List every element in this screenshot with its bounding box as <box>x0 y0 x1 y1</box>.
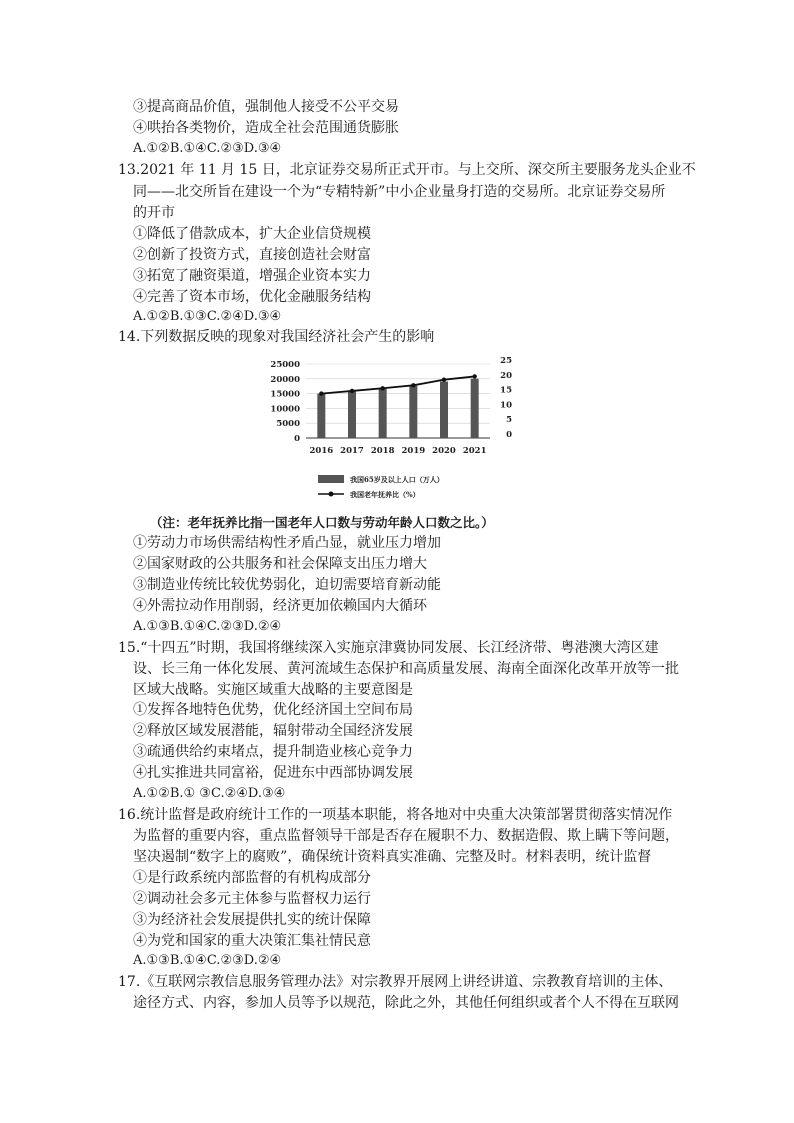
q12-answer-choices: A.①②B.①④C.②③D.③④ <box>133 141 282 156</box>
x-tick-label: 2018 <box>370 446 395 456</box>
q15-stem-line-2: 设、长三角一体化发展、黄河流域生态保护和高质量发展、海南全面深化改革开放等一批 <box>133 661 679 677</box>
q14-option-3: ③制造业传统比较优势弱化，迫切需要培育新动能 <box>133 577 441 593</box>
bar-2021 <box>471 379 479 438</box>
q12-option-3: ③提高商品价值，强制他人接受不公平交易 <box>133 99 399 115</box>
q15-answer-choices: A.①②B.① ③C.②④D.③④ <box>133 786 286 801</box>
bar-2020 <box>440 382 448 438</box>
right-tick-label: 25 <box>500 356 512 366</box>
q16-stem-line-2: 为监督的重要内容，重点监督领导干部是否存在履职不力、数据造假、欺上瞒下等问题， <box>133 828 679 844</box>
q13-answer-choices: A.①②B.①③C.②④D.③④ <box>133 309 282 324</box>
right-tick-label: 5 <box>506 415 512 426</box>
q16-option-2: ②调动社会多元主体参与监督权力运行 <box>133 891 371 907</box>
q15-option-3: ③疏通供给约束堵点，提升制造业核心竞争力 <box>133 744 413 760</box>
ratio-point-2016 <box>319 391 323 395</box>
q14-option-4: ④外需拉动作用削弱，经济更加依赖国内大循环 <box>133 598 427 614</box>
left-tick-label: 25000 <box>270 360 300 370</box>
q16-option-3: ③为经济社会发展提供扎实的统计保障 <box>133 912 371 928</box>
q14-stem-line-1: 14.下列数据反映的现象对我国经济社会产生的影响 <box>118 329 435 345</box>
bar-2016 <box>317 394 325 438</box>
q16-option-1: ①是行政系统内部监督的有机构成部分 <box>133 870 371 886</box>
right-tick-label: 0 <box>506 430 512 440</box>
left-axis-ticks <box>270 360 300 444</box>
q15-option-1: ①发挥各地特色优势，优化经济国土空间布局 <box>133 702 413 718</box>
q13-stem-line-1: 13.2021 年 11 月 15 日，北京证券交易所正式开市。与上交所、深交所主要服务龙头企业不 <box>118 162 696 178</box>
ratio-point-2020 <box>442 377 446 381</box>
q15-stem-line-3: 区域大战略。实施区域重大战略的主要意图是 <box>133 682 413 698</box>
bar-2019 <box>409 386 417 438</box>
q15-option-4: ④扎实推进共同富裕，促进东中西部协调发展 <box>133 765 413 781</box>
legend-line-label: 我国老年抚养比（%） <box>350 490 420 499</box>
q17-stem-line-1: 17.《互联网宗教信息服务管理办法》对宗教界开展网上讲经讲道、宗教教育培训的主体、 <box>118 974 673 990</box>
q13-stem-line-2: 同——北交所旨在建设一个为“专精特新”中小企业量身打造的交易所。北京证券交易所 <box>133 184 666 200</box>
q14-answer-choices: A.①③B.①④C.②③D.②④ <box>133 619 282 634</box>
left-tick-label: 10000 <box>270 404 300 415</box>
x-tick-label: 2016 <box>309 446 334 456</box>
ratio-point-2018 <box>380 386 384 390</box>
q13-option-4: ④完善了资本市场，优化金融服务结构 <box>133 289 371 305</box>
left-tick-label: 0 <box>294 434 300 444</box>
q16-answer-choices: A.①③B.①④C.②③D.②④ <box>133 953 282 968</box>
q14-option-2: ②国家财政的公共服务和社会保障支出压力增大 <box>133 556 427 572</box>
bar-2017 <box>348 391 356 438</box>
left-tick-label: 20000 <box>270 374 300 385</box>
right-axis-ticks <box>500 356 512 440</box>
q13-option-2: ②创新了投资方式，直接创造社会财富 <box>133 247 371 263</box>
q14-option-1: ①劳动力市场供需结构性矛盾凸显，就业压力增加 <box>133 535 441 551</box>
chart-gridlines <box>306 364 490 438</box>
q15-option-2: ②释放区域发展潜能，辐射带动全国经济发展 <box>133 723 413 739</box>
q16-option-4: ④为党和国家的重大决策汇集社情民意 <box>133 933 371 949</box>
x-axis-labels <box>309 446 486 456</box>
q16-stem-line-1: 16.统计监督是政府统计工作的一项基本职能，将各地对中央重大决策部署贯彻落实情况作 <box>118 807 673 823</box>
q14-chart-note: （注：老年抚养比指一国老年人口数与劳动年龄人口数之比。） <box>150 515 494 530</box>
q12-option-4: ④哄抬各类物价，造成全社会范围通货膨胀 <box>133 120 399 136</box>
right-tick-label: 10 <box>500 400 512 411</box>
right-tick-label: 15 <box>500 385 512 396</box>
q15-stem-line-1: 15.“十四五”时期，我国将继续深入实施京津冀协同发展、长江经济带、粤港澳大湾区建 <box>118 640 659 656</box>
q13-option-1: ①降低了借款成本，扩大企业信贷规模 <box>133 226 371 242</box>
left-tick-label: 5000 <box>276 419 300 430</box>
legend-bar-label: 我国65岁及以上人口（万人） <box>350 475 444 484</box>
x-tick-label: 2021 <box>462 446 487 456</box>
ratio-point-2017 <box>350 389 354 393</box>
legend-bar-swatch <box>318 475 344 483</box>
population-chart <box>258 352 530 512</box>
legend-line-marker <box>329 492 334 497</box>
x-tick-label: 2017 <box>340 446 364 456</box>
q17-stem-line-2: 途径方式、内容，参加人员等予以规范，除此之外，其他任何组织或者个人不得在互联网 <box>133 995 679 1011</box>
q13-option-3: ③拓宽了融资渠道，增强企业资本实力 <box>133 268 371 284</box>
x-tick-label: 2019 <box>401 446 426 456</box>
x-tick-label: 2020 <box>432 446 456 456</box>
q16-stem-line-3: 坚决遏制“数字上的腐败”，确保统计资料真实准确、完整及时。材料表明，统计监督 <box>133 849 652 865</box>
left-tick-label: 15000 <box>270 389 300 400</box>
chart-legend <box>318 475 444 499</box>
bar-2018 <box>379 389 387 438</box>
ratio-point-2021 <box>472 374 476 378</box>
right-tick-label: 20 <box>500 370 512 381</box>
ratio-point-2019 <box>411 383 415 387</box>
q13-stem-line-3: 的开市 <box>133 205 175 221</box>
